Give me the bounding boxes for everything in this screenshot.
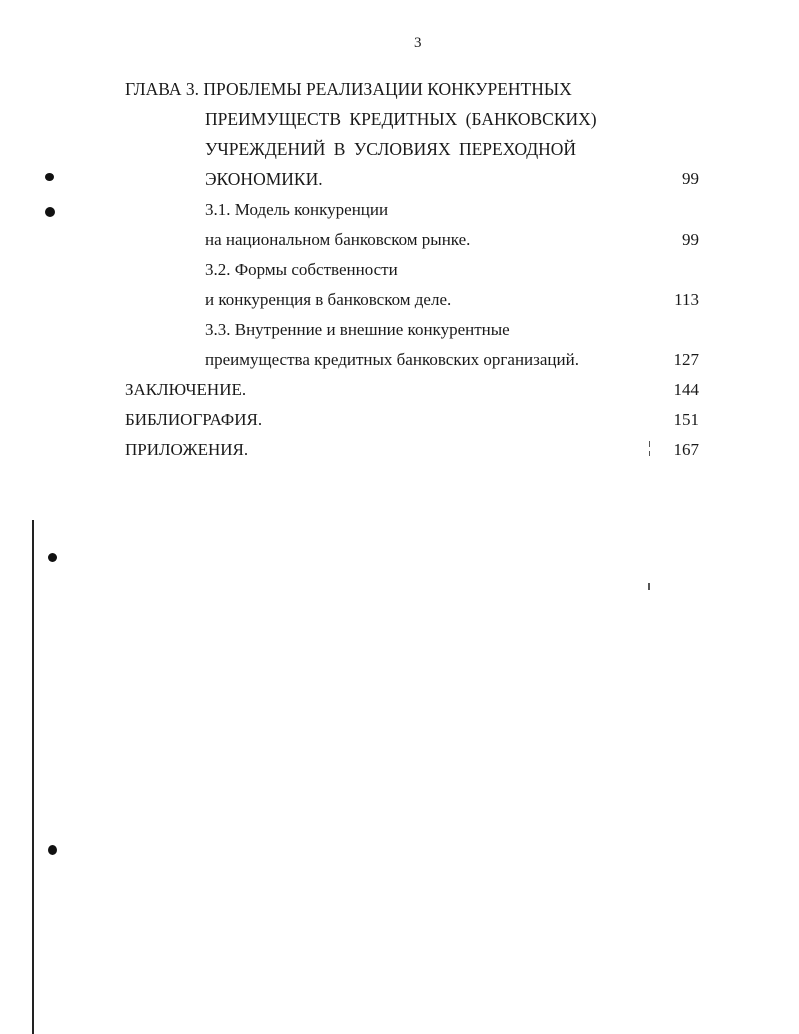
binder-hole-mark <box>45 207 55 217</box>
conclusion-page-number: 144 <box>673 380 699 399</box>
section31-title-line1: 3.1. Модель конкуренции <box>205 200 389 219</box>
conclusion-title: ЗАКЛЮЧЕНИЕ. <box>125 380 247 399</box>
appendices-page-number: 167 <box>673 440 699 459</box>
appendices-title: ПРИЛОЖЕНИЯ. <box>125 440 249 459</box>
binder-hole-mark <box>48 553 57 562</box>
section31-page-number: 99 <box>682 230 699 249</box>
scan-speck <box>648 583 650 590</box>
section32-title-line2: и конкуренция в банковском деле. <box>205 290 452 309</box>
chapter3-title-line1: ГЛАВА 3. ПРОБЛЕМЫ РЕАЛИЗАЦИИ КОНКУРЕНТНЫХ <box>125 79 572 99</box>
page-number: 3 <box>414 35 422 51</box>
bibliography-page-number: 151 <box>673 410 699 429</box>
section32-page-number: 113 <box>674 290 699 309</box>
section33-title-line1: 3.3. Внутренние и внешние конкурентные <box>205 320 510 339</box>
chapter3-page-number: 99 <box>682 169 699 188</box>
chapter3-title-line3: УЧРЕЖДЕНИЙ В УСЛОВИЯХ ПЕРЕХОДНОЙ <box>205 139 577 159</box>
page-edge-line <box>32 520 34 1034</box>
section33-page-number: 127 <box>673 350 699 369</box>
section32-title-line1: 3.2. Формы собственности <box>205 260 398 279</box>
binder-hole-mark <box>45 173 54 181</box>
section33-title-line2: преимущества кредитных банковских организаций. <box>205 350 579 369</box>
chapter3-title-line2: ПРЕИМУЩЕСТВ КРЕДИТНЫХ (БАНКОВСКИХ) <box>205 109 597 129</box>
bibliography-title: БИБЛИОГРАФИЯ. <box>125 410 263 429</box>
scan-speck <box>649 441 650 447</box>
binder-hole-mark <box>48 845 57 855</box>
scan-speck <box>649 451 650 456</box>
section31-title-line2: на национальном банковском рынке. <box>205 230 471 249</box>
chapter3-title-line4: ЭКОНОМИКИ. <box>205 169 323 189</box>
